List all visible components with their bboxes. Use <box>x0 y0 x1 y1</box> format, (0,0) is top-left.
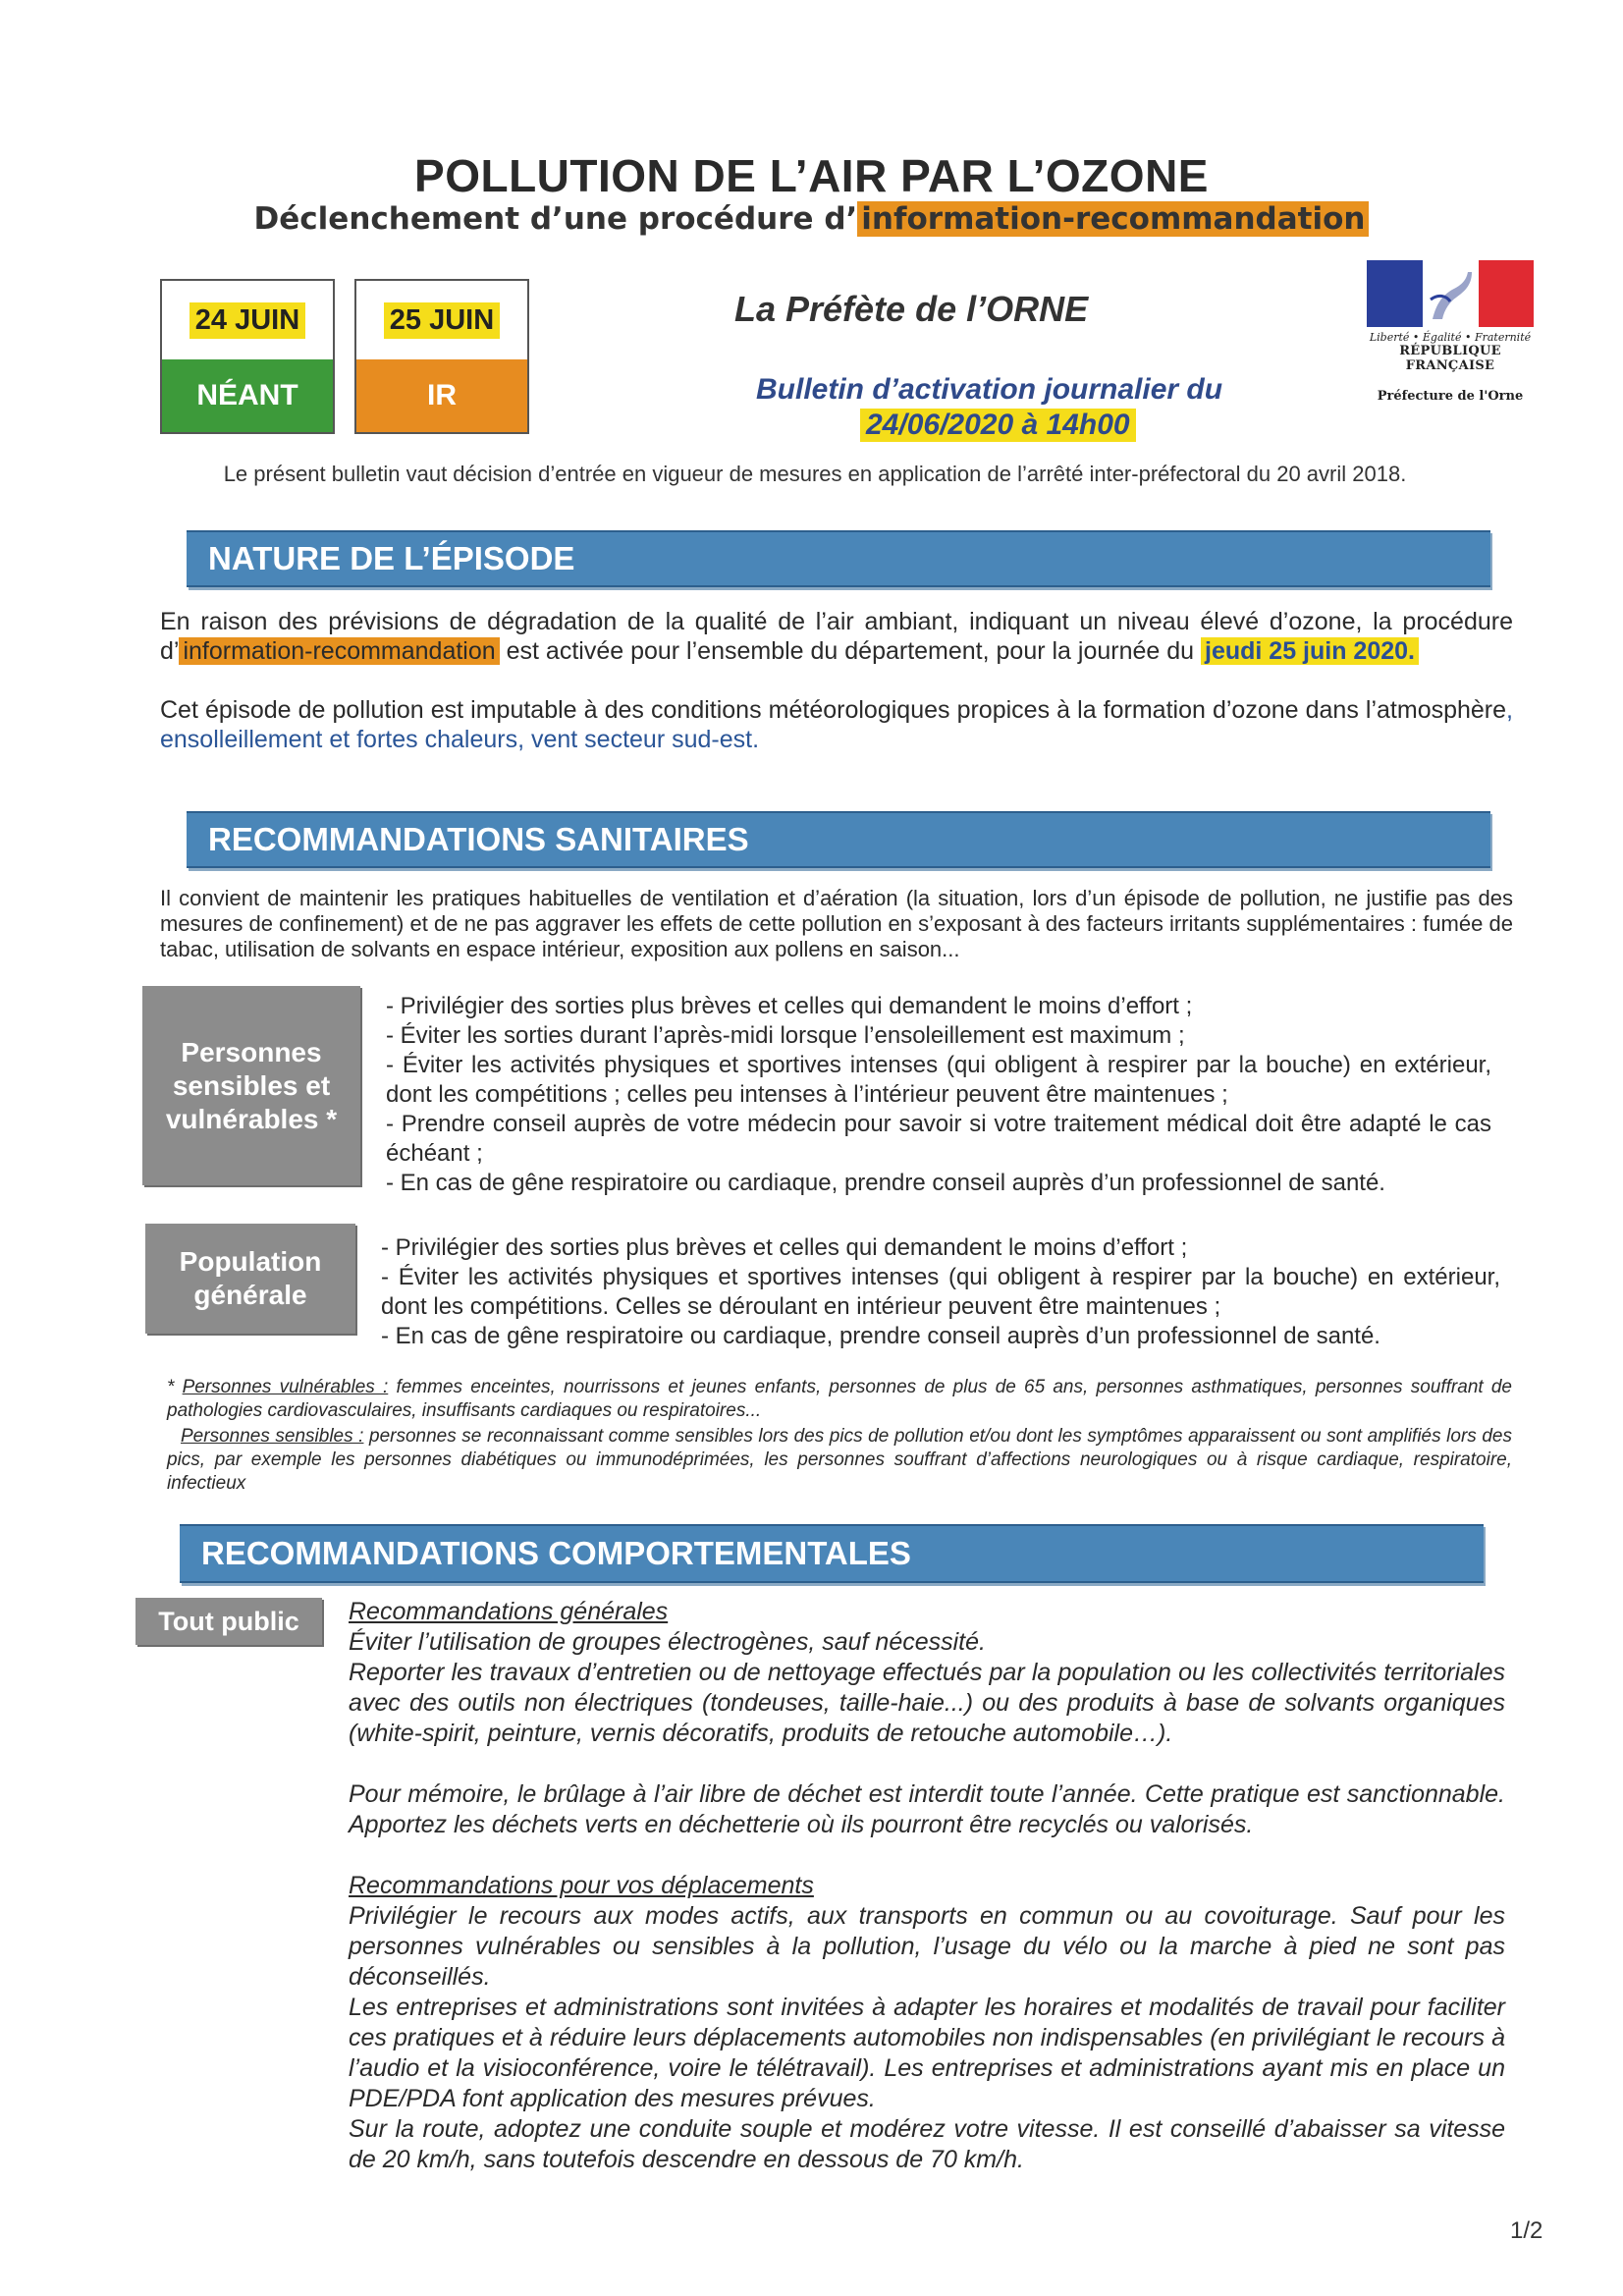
list-item: - Prendre conseil auprès de votre médecin pour savoir si votre traitement médical doit être adapté le cas échéant ; <box>386 1111 1491 1167</box>
list-item: - Privilégier des sorties plus brèves et celles qui demandent le moins d’effort ; <box>386 993 1193 1019</box>
list-item: - Éviter les sorties durant l’après-midi lorsque l’ensoleillement est maximum ; <box>386 1022 1185 1049</box>
nature-p1-text-b: est activée pour l’ensemble du département, pour la journée du <box>499 637 1202 665</box>
sanitaires-intro: Il convient de maintenir les pratiques habituelles de ventilation et d’aération (la situation, lors d’un épisode de pollution, ne justifie pas des mesures de confinement) et de ne pas aggraver les effets de cette pollution en s’exposant à des facteurs irritants supplémentaires : fumée de tabac, utilisation de solvants en espace intérieur, exposition aux pollens en saison... <box>160 886 1513 961</box>
section-comportementales: RECOMMANDATIONS COMPORTEMENTALES <box>180 1524 1484 1583</box>
logo-motto: Liberté • Égalité • Fraternité <box>1369 331 1532 344</box>
population-list <box>381 1233 1500 1351</box>
label-personnes-sensibles: Personnes sensibles et vulnérables * <box>142 986 360 1185</box>
date-label-1: 24 JUIN <box>189 302 305 339</box>
generales-text-1: Éviter l’utilisation de groupes électrogènes, sauf nécessité. <box>349 1628 986 1656</box>
section-nature: NATURE DE L’ÉPISODE <box>187 530 1490 587</box>
deplacements-text-3: Sur la route, adoptez une conduite souple et modérez votre vitesse. Il est conseillé d’abaisser sa vitesse de 20 km/h, sans toutefois descendre en dessous de 70 km/h. <box>349 2115 1505 2173</box>
subtitle-highlight: information-recommandation <box>857 201 1369 237</box>
logo-prefecture: Préfecture de l'Orne <box>1377 389 1524 404</box>
footnote-vuln-label: Personnes vulnérables : <box>182 1377 389 1397</box>
list-item: - Éviter les activités physiques et sportives intenses (qui obligent à respirer par la bouche) en extérieur, dont les compétitions. Celles se déroulant en intérieur peuvent être maintenues ; <box>381 1264 1500 1320</box>
bulletin-date: 24/06/2020 à 14h00 <box>860 409 1136 442</box>
footnote-sens-label: Personnes sensibles : <box>181 1426 364 1447</box>
generales-title: Recommandations générales <box>349 1598 669 1625</box>
logo-republic: RÉPUBLIQUE FRANÇAISE <box>1399 344 1501 373</box>
nature-p2-conditions: , ensolleillement et fortes chaleurs, vent secteur sud-est. <box>160 696 1513 753</box>
list-item: - Éviter les activités physiques et sportives intenses (qui obligent à respirer par la bouche) en extérieur, dont les compétitions ; celles peu intenses à l’intérieur peuvent être maintenues ; <box>386 1052 1491 1108</box>
nature-paragraph-1 <box>160 607 1513 666</box>
label-population-generale: Population générale <box>145 1224 355 1334</box>
nature-p1-date: jeudi 25 juin 2020. <box>1201 637 1419 665</box>
status-badge-1: NÉANT <box>162 359 333 432</box>
deplacements-text-1: Privilégier le recours aux modes actifs, aux transports en commun ou au covoiturage. Sauf pour les personnes vulnérables ou sensibles à la pollution, l’usage du vélo ou la marche à pied ne sont pas déconseillés. <box>349 1902 1505 1991</box>
footnote-sens-text: personnes se reconnaissant comme sensibles lors des pics de pollution et/ou dont les symptômes apparaissent ou sont amplifiés lors des pics, par exemple les personnes diabétiques ou immunodéprimées, les personnes souffrant d’affections neurologiques ou à risque cardiaque, respiratoire, infectieux <box>167 1426 1512 1494</box>
date-label-2: 25 JUIN <box>384 302 500 339</box>
bulletin-label: Bulletin d’activation journalier du <box>756 373 1223 406</box>
flag-icon <box>1367 260 1534 327</box>
sensibles-list <box>386 992 1491 1198</box>
subtitle-prefix: Déclenchement d’une procédure d’ <box>253 201 858 237</box>
list-item: - En cas de gêne respiratoire ou cardiaque, prendre conseil auprès d’un professionnel de santé. <box>381 1323 1380 1349</box>
label-tout-public: Tout public <box>135 1598 322 1645</box>
nature-p1-text-a: En raison des prévisions de dégradation de la qualité de l’air ambiant, indiquant un niveau élevé d’ozone, la procédure d’ <box>160 608 1513 665</box>
deplacements-title: Recommandations pour vos déplacements <box>349 1872 814 1899</box>
status-badge-2: IR <box>356 359 527 432</box>
list-item: - En cas de gêne respiratoire ou cardiaque, prendre conseil auprès d’un professionnel de santé. <box>386 1170 1385 1196</box>
list-item: - Privilégier des sorties plus brèves et celles qui demandent le moins d’effort ; <box>381 1234 1188 1261</box>
republique-logo <box>1367 260 1534 404</box>
comportementales-body <box>349 1597 1505 2175</box>
decision-text: Le présent bulletin vaut décision d’entrée en vigueur de mesures en application de l’arrêté inter-préfectoral du 20 avril 2018. <box>223 462 1407 486</box>
page-subtitle <box>0 201 1623 237</box>
generales-text-3: Pour mémoire, le brûlage à l’air libre de déchet est interdit toute l’année. Cette pratique est sanctionnable. Apportez les déchets verts en déchetterie où ils pourront être recyclés ou valorisés. <box>349 1780 1505 1838</box>
page-number: 1/2 <box>1510 2217 1543 2244</box>
generales-text-2: Reporter les travaux d’entretien ou de nettoyage effectués par la population ou les collectivités territoriales avec des outils non électriques (tondeuses, taille-haie...) ou des produits à base de solvants organiques (white-spirit, peinture, vernis décoratifs, produits de retouche automobile…). <box>349 1659 1505 1747</box>
section-sanitaires: RECOMMANDATIONS SANITAIRES <box>187 811 1490 868</box>
nature-p2-text: Cet épisode de pollution est imputable à des conditions météorologiques propices à la formation d’ozone dans l’atmosphère <box>160 696 1507 724</box>
nature-paragraph-2 <box>160 695 1513 754</box>
deplacements-text-2: Les entreprises et administrations sont invitées à adapter les horaires et modalités de travail pour faciliter ces pratiques et à réduire leurs déplacements automobiles non indispensables (en privilégiant le recours à l’audio et la visioconférence, voire le télétravail). Les entreprises et administrations ayant mis en place un PDE/PDA font application des mesures prévues. <box>349 1994 1505 2112</box>
footnote-vuln-text: femmes enceintes, nourrissons et jeunes enfants, personnes de plus de 65 ans, personnes asthmatiques, personnes souffrant de pathologies cardiovasculaires, insuffisants cardiaques ou respiratoires... <box>167 1377 1512 1421</box>
date-box-1 <box>160 279 335 434</box>
marianne-profile-icon <box>1423 260 1479 327</box>
footnote-sensibles <box>167 1425 1512 1496</box>
date-box-2 <box>354 279 529 434</box>
nature-p1-highlight: information-recommandation <box>179 637 499 665</box>
footnote-vulnerables: * Personnes vulnérables : femmes enceintes, nourrissons et jeunes enfants, personnes de plus de 65 ans, personnes asthmatiques, personnes souffrant de pathologies cardiovasculaires, insuffisants cardiaques ou respiratoires... <box>167 1377 1512 1421</box>
page-title: POLLUTION DE L’AIR PAR L’OZONE <box>414 150 1209 201</box>
prefete-title: La Préfète de l’ORNE <box>734 289 1089 329</box>
